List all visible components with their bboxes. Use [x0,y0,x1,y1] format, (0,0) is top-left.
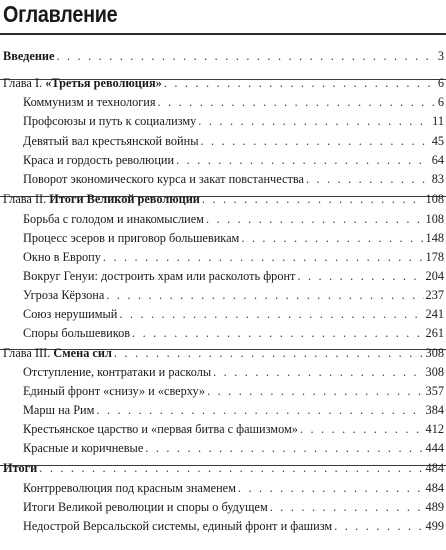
toc-entry-title [0,362,211,382]
dot-leader [145,438,423,458]
page-number: 237 [425,288,444,302]
dot-leader [238,478,424,498]
section-name: Профсоюзы и путь к социализму [23,114,197,128]
section-name: Крестьянское царство и «первая битва с фашизмом» [23,422,298,436]
toc-section-entry[interactable] [0,131,444,151]
toc-section-entry[interactable] [0,285,444,305]
page-number: 6 [437,95,444,109]
toc-section-entry[interactable] [0,497,444,517]
chapter-number: Глава II. [3,192,50,206]
toc-entry-title [0,209,204,229]
section-name: Единый фронт «снизу» и «сверху» [23,384,206,398]
toc-entry-title [0,73,162,93]
dot-leader [114,343,424,363]
section-name: Борьба с голодом и инакомыслием [23,212,204,226]
dot-leader [96,400,423,420]
toc-entry-title [0,150,174,170]
toc-entry-title [0,323,130,343]
toc-entry-title [0,247,101,267]
toc-section-entry[interactable] [0,438,444,458]
page-number: 148 [425,231,444,245]
chapter-name: Итоги Великой революции [49,192,200,206]
section-name: Недострой Версальской системы, единый фронт и фашизм [23,519,333,533]
toc-entry-title [0,497,268,517]
toc-part-entry[interactable] [0,458,444,478]
page-number: 484 [425,461,444,475]
toc-section-entry[interactable] [0,362,444,382]
page-number: 261 [425,326,444,340]
toc-section-entry[interactable] [0,247,444,267]
dot-leader [270,497,424,517]
page-number: 308 [425,346,444,360]
dot-leader [56,46,435,66]
toc-entry-title [0,189,200,209]
toc-entry-title [0,169,304,189]
section-name: Угроза Кёрзона [23,288,105,302]
page-number: 64 [431,153,444,167]
toc-chapter-entry[interactable] [0,73,444,93]
toc-entry-title [0,228,239,248]
toc-section-entry[interactable] [0,266,444,286]
section-name: Поворот экономического курса и закат повстанчества [23,172,304,186]
toc-section-entry[interactable] [0,400,444,420]
section-name: Отступление, контратаки и расколы [23,365,212,379]
dot-leader [334,516,423,536]
dot-leader [119,304,423,324]
page-number: 3 [437,49,444,63]
toc-section-entry[interactable] [0,516,444,536]
toc-entry-title [0,516,332,536]
toc-section-entry[interactable] [0,323,444,343]
dot-leader [300,419,424,439]
chapter-number: Глава I. [3,76,46,90]
toc-section-entry[interactable] [0,111,444,131]
toc-entry-title [0,458,37,478]
page-number: 357 [425,384,444,398]
toc-entry-title [0,400,94,420]
toc-entry-title [0,343,112,363]
page-number: 6 [437,76,444,90]
dot-leader [207,381,423,401]
page-title: Оглавление [3,1,118,27]
page-number: 204 [425,269,444,283]
page-number: 489 [425,500,444,514]
toc-entry-title [0,46,54,66]
toc-entry-title [0,92,156,112]
toc-chapter-entry[interactable] [0,343,444,363]
page-number: 444 [425,441,444,455]
toc-section-entry[interactable] [0,92,444,112]
section-name: Контрреволюция под красным знаменем [23,481,236,495]
page-number: 308 [425,365,444,379]
dot-leader [176,150,430,170]
toc-entry-title [0,381,205,401]
part-name: Итоги [3,461,38,475]
toc-entry-title [0,131,198,151]
section-name: Красные и коричневые [23,441,144,455]
page-number: 241 [425,307,444,321]
dot-leader [306,169,430,189]
toc-section-entry[interactable] [0,209,444,229]
section-name: Коммунизм и технология [23,95,156,109]
chapter-number: Глава III. [3,346,54,360]
toc-part-entry[interactable] [0,46,444,66]
dot-leader [200,131,429,151]
dot-leader [213,362,423,382]
dot-leader [132,323,424,343]
page-number: 384 [425,403,444,417]
dot-leader [297,266,423,286]
toc-section-entry[interactable] [0,381,444,401]
section-name: Краса и гордость революции [23,153,175,167]
section-name: Споры большевиков [23,326,131,340]
section-name: Девятый вал крестьянской войны [23,134,199,148]
page-number: 45 [431,134,444,148]
page-number: 11 [432,114,444,128]
dot-leader [241,228,423,248]
chapter-name: «Третья революция» [45,76,162,90]
dot-leader [198,111,430,131]
toc-entry-title [0,266,295,286]
toc-section-entry[interactable] [0,304,444,324]
section-name: Вокруг Генуи: достроить храм или расколоть фронт [23,269,296,283]
dot-leader [39,458,423,478]
dot-leader [164,73,436,93]
page-number: 499 [425,519,444,533]
dot-leader [103,247,424,267]
toc-entry-title [0,304,117,324]
toc-section-entry[interactable] [0,478,444,498]
page-number: 412 [425,422,444,436]
toc-entry-title [0,438,143,458]
part-name: Введение [3,49,55,63]
toc-entry-title [0,285,104,305]
toc-section-entry[interactable] [0,228,444,248]
page-number: 178 [425,250,444,264]
section-name: Марш на Рим [23,403,95,417]
section-name: Окно в Европу [23,250,101,264]
page-number: 108 [425,212,444,226]
toc-entry-title [0,478,236,498]
toc-section-entry[interactable] [0,169,444,189]
dot-leader [106,285,423,305]
section-name: Процесс эсеров и приговор большевикам [23,231,240,245]
dot-leader [158,92,436,112]
toc-entry-title [0,419,298,439]
page-number: 83 [431,172,444,186]
chapter-name: Смена сил [53,346,112,360]
toc-chapter-entry[interactable] [0,189,444,209]
dot-leader [206,209,424,229]
toc-section-entry[interactable] [0,419,444,439]
toc-entry-title [0,111,196,131]
section-name: Итоги Великой революции и споры о будущем [23,500,268,514]
toc-section-entry[interactable] [0,150,444,170]
page-number: 108 [425,192,444,206]
dot-leader [202,189,424,209]
page-number: 484 [425,481,444,495]
section-name: Союз нерушимый [23,307,118,321]
